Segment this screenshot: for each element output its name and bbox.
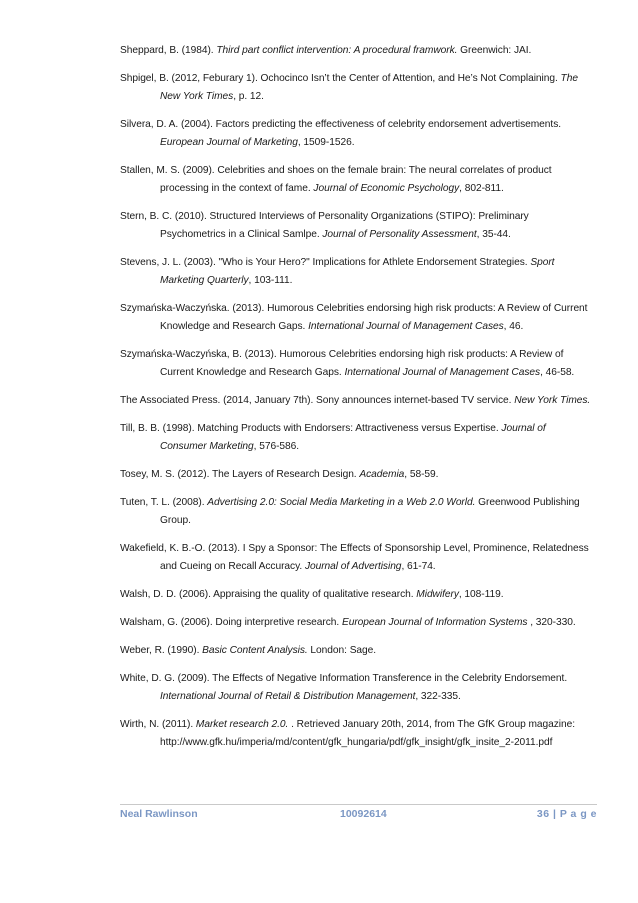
footer-page-number: 36 | P a g e — [536, 808, 597, 820]
reference-entry: Walsh, D. D. (2006). Appraising the quality of qualitative research. Midwifery, 108-119. — [120, 589, 504, 600]
reference-entry: Szymańska-Waczyńska, B. (2013). Humorous Celebrities endorsing high risk products: A Review of Current Knowledge and Research Gaps. International Journal of Management Cases, 46-58. — [120, 349, 575, 378]
reference-entry: Silvera, D. A. (2004). Factors predicting the effectiveness of celebrity endorsement advertisements. European Journal of Marketing, 1509-1526. — [120, 119, 562, 148]
reference-entry: Stallen, M. S. (2009). Celebrities and shoes on the female brain: The neural correlates of product processing in the context of fame. Journal of Economic Psychology, 802-811. — [120, 165, 552, 194]
reference-entry: Stevens, J. L. (2003). "Who is Your Hero?" Implications for Athlete Endorsement Strategies. Sport Marketing Quarterly, 103-111. — [120, 257, 555, 286]
footer-student-id: 10092614 — [340, 808, 387, 820]
footer-author: Neal Rawlinson — [120, 808, 198, 820]
reference-entry: Wakefield, K. B.-O. (2013). I Spy a Sponsor: The Effects of Sponsorship Level, Prominence, Relatedness and Cueing on Recall Accuracy. Journal of Advertising, 61-74. — [120, 543, 589, 572]
reference-entry: Stern, B. C. (2010). Structured Interviews of Personality Organizations (STIPO): Preliminary Psychometrics in a Clinical Samlpe. Journal of Personality Assessment, 35-44. — [120, 211, 529, 240]
reference-list — [120, 42, 595, 762]
reference-entry: Weber, R. (1990). Basic Content Analysis. London: Sage. — [120, 645, 377, 656]
page-footer — [120, 804, 597, 826]
reference-entry: Szymańska-Waczyńska. (2013). Humorous Celebrities endorsing high risk products: A Review of Current Knowledge and Research Gaps. International Journal of Management Cases, 46. — [120, 303, 588, 332]
reference-entry: The Associated Press. (2014, January 7th). Sony announces internet-based TV service. New York Times. — [120, 395, 591, 406]
reference-entry: Wirth, N. (2011). Market research 2.0. . Retrieved January 20th, 2014, from The GfK Group magazine: http://www.gfk.hu/imperia/md/content/gfk_hungaria/pdf/gfk_insight/gfk_insite_2-2011.pdf — [120, 719, 576, 748]
reference-entry: White, D. G. (2009). The Effects of Negative Information Transference in the Celebrity Endorsement. International Journal of Retail & Distribution Management, 322-335. — [120, 673, 568, 702]
reference-entry: Till, B. B. (1998). Matching Products with Endorsers: Attractiveness versus Expertise. Journal of Consumer Marketing, 576-586. — [120, 423, 546, 452]
reference-entry: Tuten, T. L. (2008). Advertising 2.0: Social Media Marketing in a Web 2.0 World. Greenwood Publishing Group. — [120, 497, 580, 526]
reference-entry: Walsham, G. (2006). Doing interpretive research. European Journal of Information Systems , 320-330. — [120, 617, 576, 628]
reference-entry: Tosey, M. S. (2012). The Layers of Research Design. Academia, 58-59. — [120, 469, 439, 480]
reference-entry: Sheppard, B. (1984). Third part conflict intervention: A procedural framwork. Greenwich: JAI. — [120, 45, 532, 56]
reference-entry: Shpigel, B. (2012, Feburary 1). Ochocinco Isn’t the Center of Attention, and He’s Not Complaining. The New York Times, p. 12. — [120, 73, 578, 102]
